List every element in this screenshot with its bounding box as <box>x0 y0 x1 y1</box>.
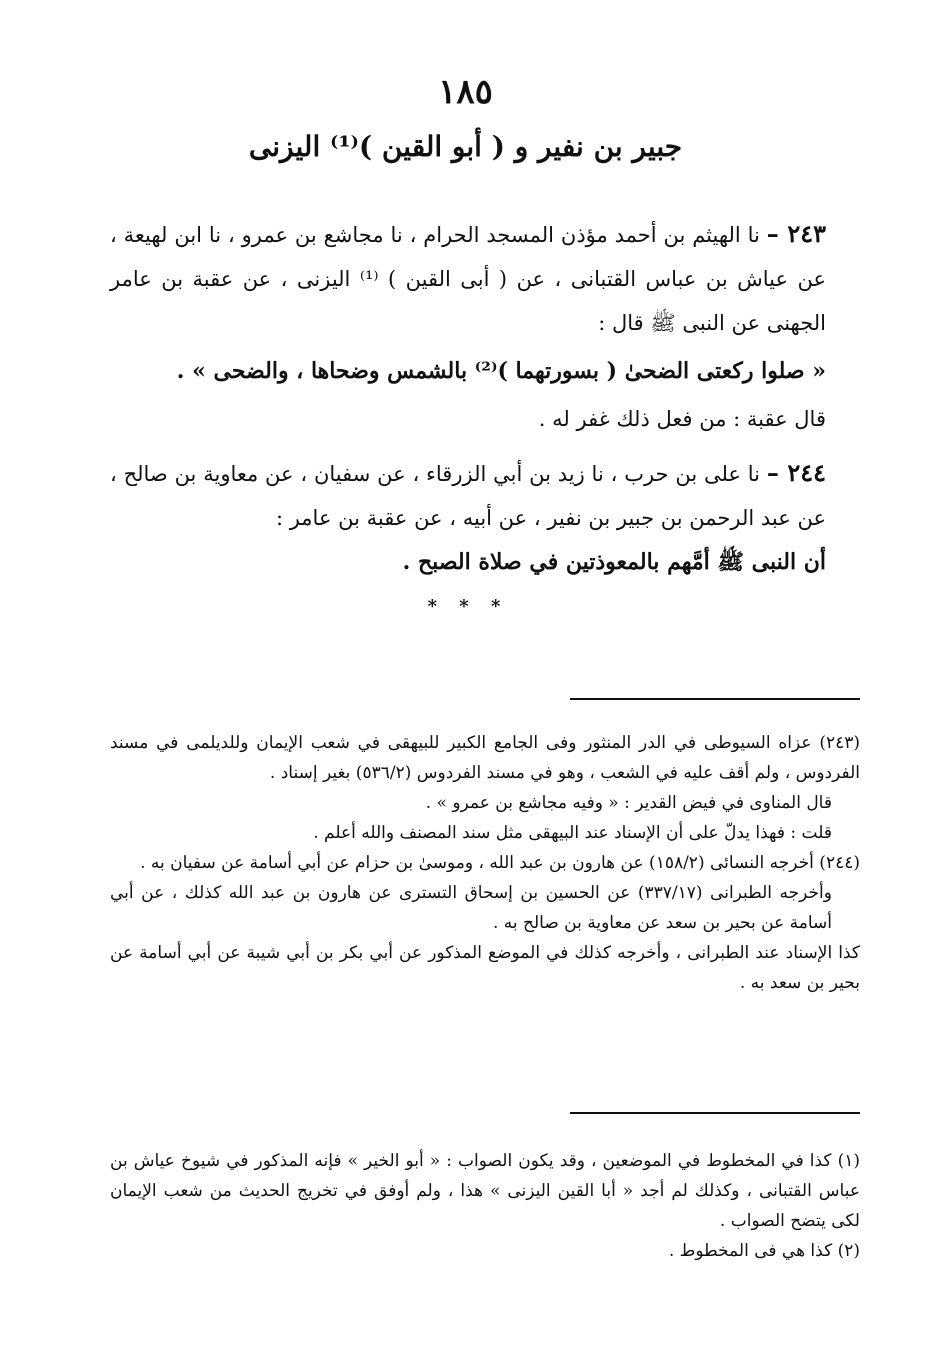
isnad-text: نا الهيثم بن أحمد مؤذن المسجد الحرام ، نا مجاشع بن عمرو ، نا ابن لهيعة ، عن عياش بن عباس القتبانى ، عن ( أبى القين ) ⁽¹⁾ اليزنى ، عن عقبة بن عامر الجهنى عن النبى ﷺ قال : <box>110 223 826 335</box>
takhrij-notes <box>110 728 860 998</box>
footnote-divider <box>570 1112 860 1114</box>
hadith-244-isnad <box>110 451 826 540</box>
hadith-number: ٢٤٤ – <box>766 458 826 487</box>
hadith-number: ٢٤٣ – <box>766 219 826 248</box>
takhrij-note: (٢٤٤) أخرجه النسائى (١٥٨/٢) عن هارون بن عبد الله ، وموسىٰ بن حزام عن أبي أسامة عن سفيان به . <box>140 853 860 873</box>
footnote-1: (١) كذا في المخطوط في الموضعين ، وقد يكون الصواب : « أبو الخير » فإنه المذكور في شيوخ عياش بن عباس القتبانى ، وكذلك لم أجد « أبا القين اليزنى » هذا ، ولم أوفق في تخريج الحديث من شعب الإيمان لكى يتضح الصواب . <box>110 1151 860 1231</box>
takhrij-note: (٢٤٣) عزاه السيوطى في الدر المنثور وفى الجامع الكبير للبيهقى في شعب الإيمان وللديلمى في مسند الفردوس ، ولم أقف عليه في الشعب ، وهو في مسند الفردوس (٥٣٦/٢) بغير إسناد . <box>110 733 860 783</box>
footnote-2: (٢) كذا هي فى المخطوط . <box>668 1241 860 1261</box>
main-text <box>110 212 826 617</box>
chapter-title: جبير بن نفير و ( أبو القين )⁽¹⁾ اليزنى <box>248 130 683 163</box>
isnad-text: نا على بن حرب ، نا زيد بن أبي الزرقاء ، عن سفيان ، عن معاوية بن صالح ، عن عبد الرحمن بن جبير بن نفير ، عن أبيه ، عن عقبة بن عامر : <box>110 462 826 530</box>
footnotes <box>110 1146 860 1266</box>
takhrij-note: كذا الإسناد عند الطبرانى ، وأخرجه كذلك في الموضع المذكور عن أبي بكر بن أبي شيبة عن أبي أسامة عن بحير بن سعد به . <box>110 943 860 993</box>
section-separator: * * * <box>427 596 509 617</box>
takhrij-note: وأخرجه الطبرانى (٣٣٧/١٧) عن الحسين بن إسحاق التسترى عن هارون بن عبد الله كذلك ، عن أبي أسامة عن بحير بن سعد عن معاوية بن صالح به . <box>110 883 832 933</box>
takhrij-note: قال المناوى في فيض القدير : « وفيه مجاشع بن عمرو » . <box>425 793 832 813</box>
page-number: ١٨٥ <box>438 72 493 112</box>
hadith-243-comment: قال عقبة : من فعل ذلك غفر له . <box>538 407 826 431</box>
hadith-243-isnad <box>110 212 826 345</box>
takhrij-divider <box>570 698 860 700</box>
hadith-243-matn: « صلوا ركعتى الضحىٰ ( بسورتهما )⁽²⁾ بالشمس وضحاها ، والضحى » . <box>176 358 826 384</box>
hadith-244-matn: أن النبى ﷺ أمَّهم بالمعوذتين في صلاة الصبح . <box>402 549 826 575</box>
takhrij-note: قلت : فهذا يدلّ على أن الإسناد عند البيهقى مثل سند المصنف والله أعلم . <box>313 823 832 843</box>
